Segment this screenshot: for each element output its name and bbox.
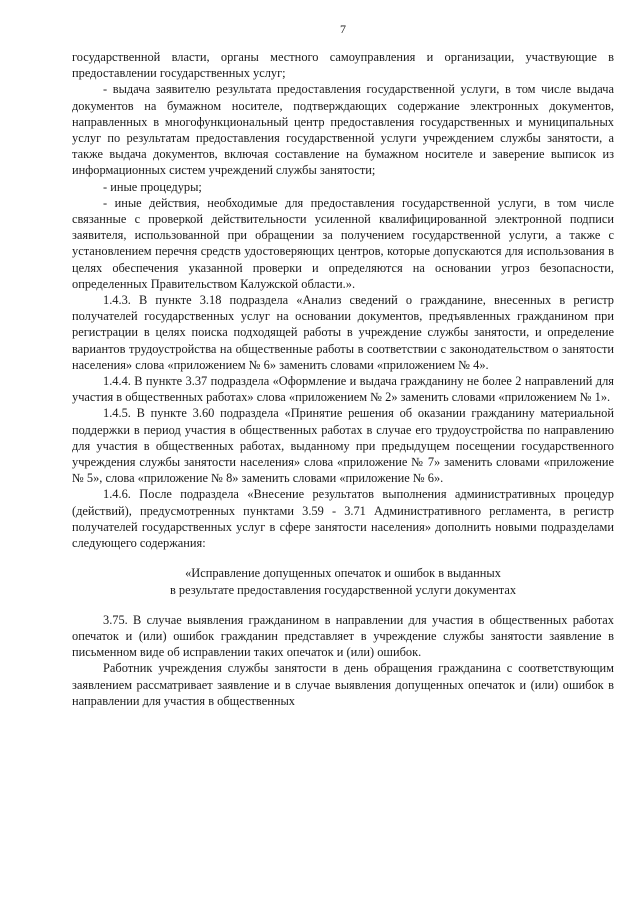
section-heading-line-1: «Исправление допущенных опечаток и ошибок в выданных [185,566,501,581]
paragraph-1-4-5: 1.4.5. В пункте 3.60 подраздела «Принятие решения об оказании гражданину материальной поддержки в период участия в общественных работах в случае его трудоустройства по направлению для участия в общественных работах, выданному при предыдущем посещении государственного учреждения службы занятости населения» слова «приложение № 7» заменить словами «приложение № 5», слова «приложение № 8» заменить словами «приложение № 6». [72,406,614,486]
section-heading [72,565,614,597]
paragraph-3-75: 3.75. В случае выявления гражданином в направлении для участия в общественных работах опечаток и (или) ошибок гражданин представляет в учреждение службы занятости заявление в письменном виде об исправлении таких опечаток и (или) ошибок. [72,612,614,660]
paragraph-list-item-other-procedures: - иные процедуры; [103,179,202,194]
paragraph-1-4-3: 1.4.3. В пункте 3.18 подраздела «Анализ сведений о гражданине, внесенных в регистр получателей государственных услуг на основании документов, предъявленных гражданином при регистрации в целях поиска подходящей работы в учреждение службы занятости, и определение вариантов трудоустройства на общественные работы в соответствии с законодательством о занятости населения» слова «приложением № 6» заменить словами «приложением № 4». [72,293,614,372]
paragraph-employee-review: Работник учреждения службы занятости в день обращения гражданина с соответствующим заявлением рассматривает заявление и в случае выявления допущенных опечаток и (или) ошибок в направлении для участия в общественных [72,661,614,708]
document-body [72,49,614,709]
paragraph-continuation: государственной власти, органы местного самоуправления и организации, участвующие в предоставлении государственных услуг; [72,50,614,81]
page-number: 7 [340,22,346,36]
document-page [72,0,614,900]
paragraph-1-4-6: 1.4.6. После подраздела «Внесение результатов выполнения административных процедур (действий), предусмотренных пунктами 3.59 - 3.71 Административного регламента, в регистр получателей государственных услуг в сфере занятости населения» дополнить новыми подразделами следующего содержания: [72,487,614,551]
section-heading-line-2: в результате предоставления государственной услуги документах [169,582,517,597]
paragraph-1-4-4: 1.4.4. В пункте 3.37 подраздела «Оформление и выдача гражданину не более 2 направлений для участия в общественных работах» слова «приложением № 2» заменить словами «приложением № 1». [72,374,614,405]
paragraph-list-item-issuance: - выдача заявителю результата предоставления государственной услуги, в том числе выдача документов на бумажном носителе, подтверждающих содержание электронных документов, направленных в многофункциональный центр предоставления государственных и муниципальных услуг по результатам предоставления государственной услуги учреждением службы занятости, а также выдача документов, включая составление на бумажном носителе и заверение выписок из информационных систем учреждений службы занятости; [72,82,614,178]
paragraph-list-item-other-actions: - иные действия, необходимые для предоставления государственной услуги, в том числе связанные с проверкой действительности усиленной квалифицированной электронной подписи заявителя, использованной при обращении за получением государственной услуги, а также с установлением перечня средств удостоверяющих центров, которые допускаются для использования в целях обеспечения указанной проверки и определяются на основании угроз безопасности, определенных Правительством Калужской области.». [72,195,614,291]
